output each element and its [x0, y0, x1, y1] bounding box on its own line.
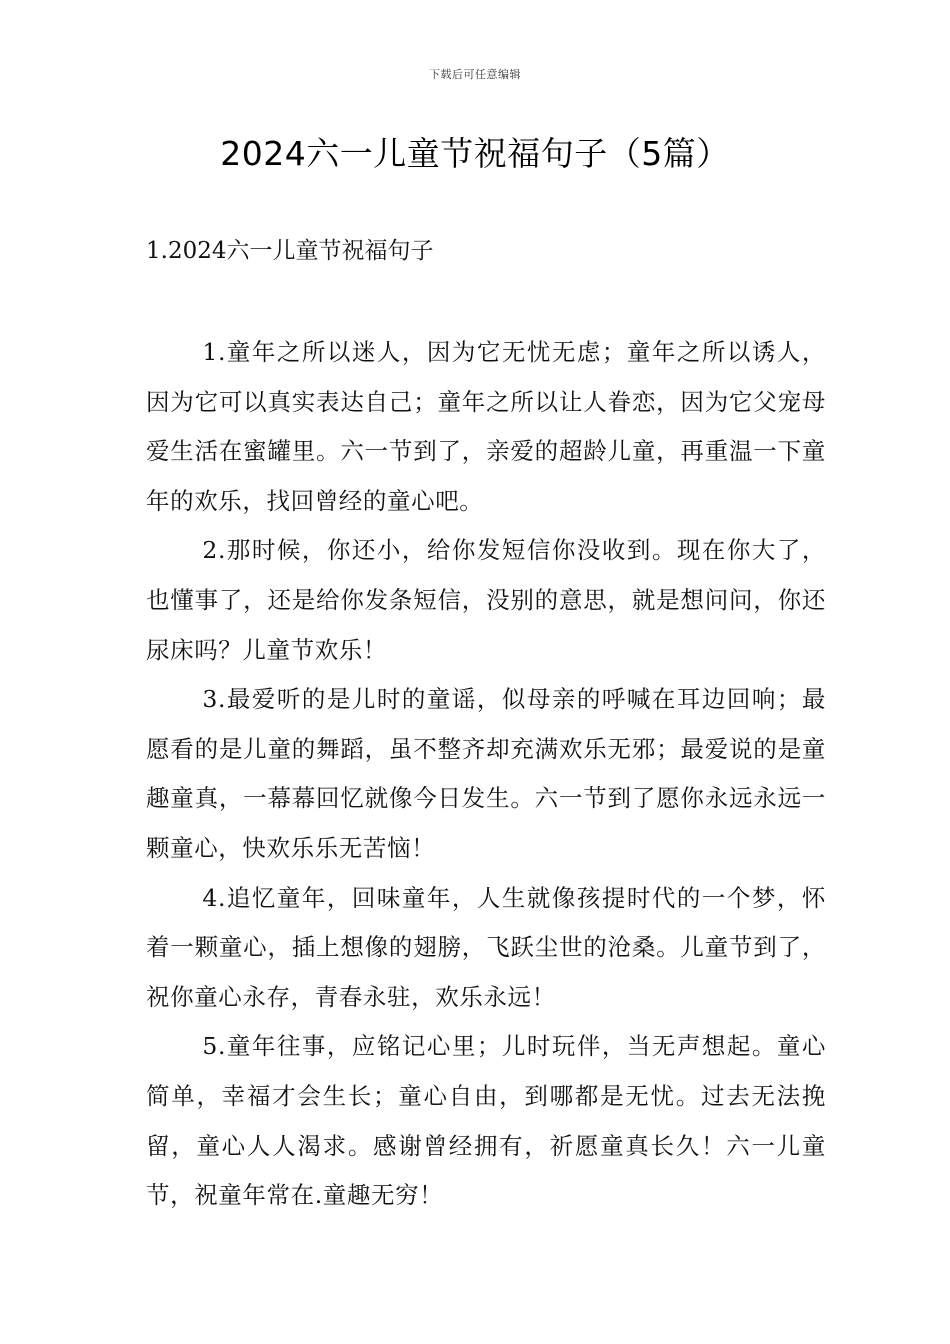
paragraph-3: 3.最爱听的是儿时的童谣，似母亲的呼喊在耳边回响；最愿看的是儿童的舞蹈，虽不整齐却充满欢乐无邪；最爱说的是童趣童真，一幕幕回忆就像今日发生。六一节到了愿你永远永远一颗童心，快欢乐乐无苦恼！ — [146, 685, 826, 862]
section-heading: 1.2024六一儿童节祝福句子 — [146, 238, 434, 264]
paragraph-2: 2.那时候，你还小，给你发短信你没收到。现在你大了，也懂事了，还是给你发条短信，没别的意思，就是想问问，你还尿床吗？儿童节欢乐！ — [146, 536, 826, 664]
paragraph-1: 1.童年之所以迷人，因为它无忧无虑；童年之所以诱人，因为它可以真实表达自己；童年之所以让人眷恋，因为它父宠母爱生活在蜜罐里。六一节到了，亲爱的超龄儿童，再重温一下童年的欢乐，找回曾经的童心吧。 — [146, 338, 826, 515]
header-note: 下载后可任意编辑 — [429, 68, 521, 81]
paragraph-5: 5.童年往事，应铭记心里；儿时玩伴，当无声想起。童心简单，幸福才会生长；童心自由，到哪都是无忧。过去无法挽留，童心人人渴求。感谢曾经拥有，祈愿童真长久！六一儿童节，祝童年常在.童趣无穷！ — [146, 1032, 826, 1210]
paragraph-4: 4.追忆童年，回味童年，人生就像孩提时代的一个梦，怀着一颗童心，插上想像的翅膀，飞跃尘世的沧桑。儿童节到了，祝你童心永存，青春永驻，欢乐永远！ — [146, 883, 826, 1011]
document-title: 2024六一儿童节祝福句子（5篇） — [220, 134, 730, 173]
body-text — [146, 328, 826, 1221]
